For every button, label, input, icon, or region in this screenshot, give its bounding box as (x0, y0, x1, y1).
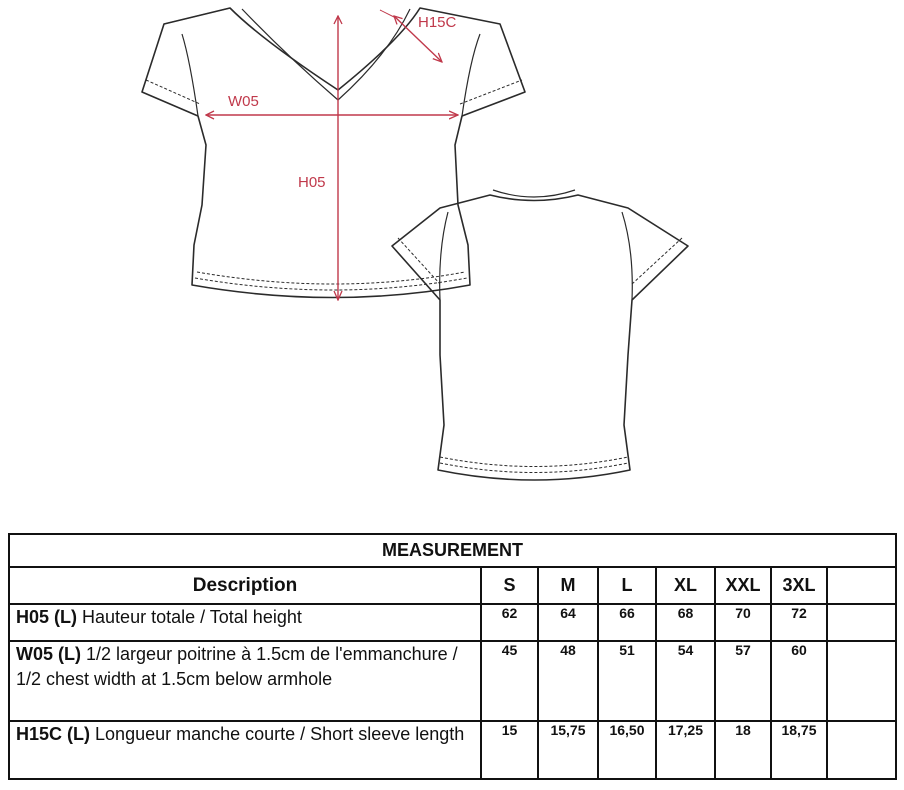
table-cell: 16,50 (598, 721, 656, 779)
table-cell: 72 (771, 604, 827, 641)
measurement-code: H15C (L) (16, 724, 91, 744)
h05-label: H05 (298, 174, 326, 191)
row-description (9, 604, 481, 641)
column-header-size: XL (656, 567, 715, 604)
table-cell-empty (827, 721, 896, 779)
table-cell: 64 (538, 604, 598, 641)
w05-label: W05 (228, 93, 259, 110)
table-cell-empty (827, 641, 896, 721)
table-cell: 62 (481, 604, 538, 641)
table-cell: 66 (598, 604, 656, 641)
table-row (9, 604, 896, 641)
table-cell: 60 (771, 641, 827, 721)
dimension-lines (206, 10, 458, 300)
measurement-text: Hauteur totale / Total height (82, 607, 302, 627)
table-cell: 18,75 (771, 721, 827, 779)
table-header-row (9, 567, 896, 604)
table-cell: 68 (656, 604, 715, 641)
measurement-text: Longueur manche courte / Short sleeve length (95, 724, 465, 744)
measurement-table (8, 533, 897, 780)
table-cell: 15 (481, 721, 538, 779)
table-cell: 45 (481, 641, 538, 721)
table-cell: 17,25 (656, 721, 715, 779)
table-cell: 57 (715, 641, 771, 721)
column-header-size: S (481, 567, 538, 604)
table-cell: 54 (656, 641, 715, 721)
table-cell: 15,75 (538, 721, 598, 779)
front-view (142, 8, 525, 298)
table-cell: 48 (538, 641, 598, 721)
row-description (9, 721, 481, 779)
back-view (392, 190, 688, 480)
column-header-size: L (598, 567, 656, 604)
column-header-description: Description (9, 567, 481, 604)
table-cell: 18 (715, 721, 771, 779)
h15c-label: H15C (418, 14, 457, 31)
table-title: MEASUREMENT (9, 534, 896, 567)
column-header-empty (827, 567, 896, 604)
column-header-size: XXL (715, 567, 771, 604)
measurement-text: 1/2 largeur poitrine à 1.5cm de l'emmanchure / 1/2 chest width at 1.5cm below armhole (16, 644, 458, 689)
table-row (9, 641, 896, 721)
table-row (9, 721, 896, 779)
measurement-code: W05 (L) (16, 644, 81, 664)
table-cell: 51 (598, 641, 656, 721)
table-cell: 70 (715, 604, 771, 641)
table-cell-empty (827, 604, 896, 641)
measurement-code: H05 (L) (16, 607, 78, 627)
column-header-size: 3XL (771, 567, 827, 604)
column-header-size: M (538, 567, 598, 604)
row-description (9, 641, 481, 721)
